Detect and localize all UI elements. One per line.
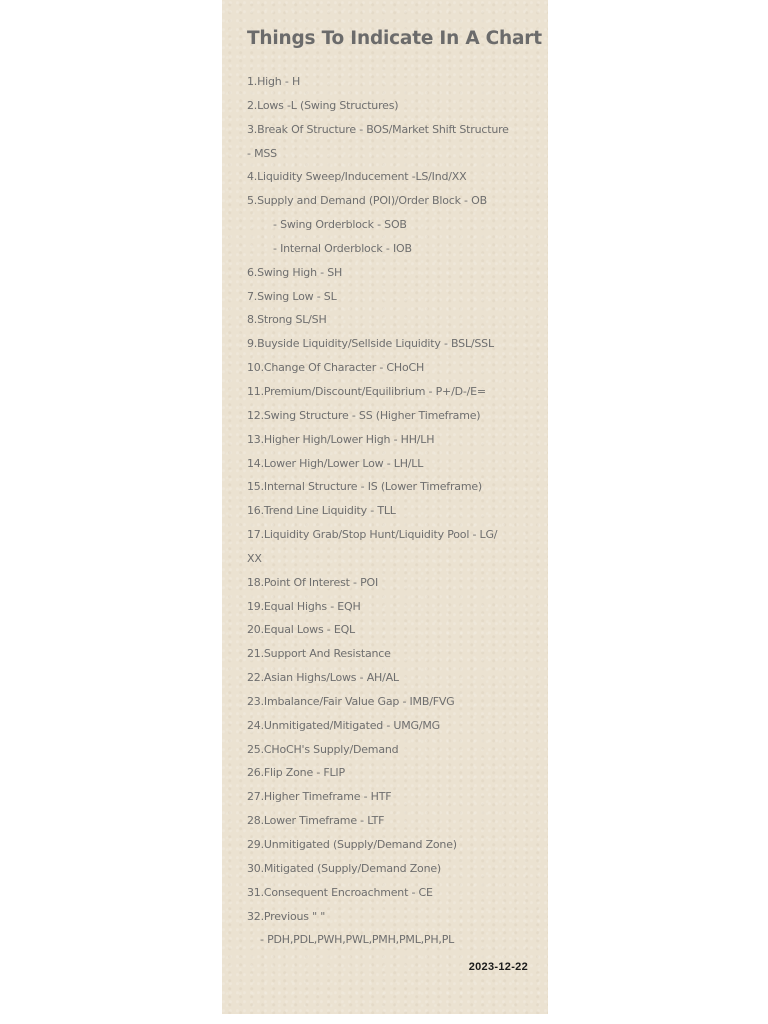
list-subitem: - Swing Orderblock - SOB (273, 218, 407, 232)
list-item: 32.Previous " " (247, 909, 326, 923)
list-item: 27.Higher Timeframe - HTF (247, 790, 392, 804)
list-item: 28.Lower Timeframe - LTF (247, 814, 385, 828)
list-subitem: - Internal Orderblock - IOB (273, 241, 412, 255)
list-item: 4.Liquidity Sweep/Inducement -LS/Ind/XX (247, 170, 467, 184)
list-item: 20.Equal Lows - EQL (247, 623, 355, 637)
list-item: 13.Higher High/Lower High - HH/LH (247, 432, 435, 446)
list-item: 29.Unmitigated (Supply/Demand Zone) (247, 838, 457, 851)
list-item: 12.Swing Structure - SS (Higher Timeframe) (247, 408, 481, 422)
list-item: 25.CHoCH's Supply/Demand (247, 742, 399, 756)
list-item: 1.High - H (247, 75, 301, 88)
list-item: 19.Equal Highs - EQH (247, 599, 361, 613)
list-item: 21.Support And Resistance (247, 647, 391, 661)
list-item: 30.Mitigated (Supply/Demand Zone) (247, 861, 442, 875)
list-item: - MSS (247, 146, 277, 160)
list-item: 14.Lower High/Lower Low - LH/LL (247, 456, 424, 470)
list-item: 24.Unmitigated/Mitigated - UMG/MG (247, 718, 441, 732)
note-date: 2023-12-22 (468, 961, 528, 973)
list-item: 31.Consequent Encroachment - CE (247, 885, 433, 899)
list-item: 10.Change Of Character - CHoCH (247, 361, 425, 375)
list-item: 26.Flip Zone - FLIP (247, 766, 345, 780)
list-subitem: - PDH,PDL,PWH,PWL,PMH,PML,PH,PL (260, 933, 455, 947)
list-item: 22.Asian Highs/Lows - AH/AL (247, 671, 399, 685)
list-item: 3.Break Of Structure - BOS/Market Shift Structure (247, 122, 509, 136)
list-item: 5.Supply and Demand (POI)/Order Block - OB (247, 194, 487, 208)
list-item: 17.Liquidity Grab/Stop Hunt/Liquidity Pool - LG/ (247, 528, 498, 542)
list-item: 16.Trend Line Liquidity - TLL (247, 504, 396, 518)
list-item: 15.Internal Structure - IS (Lower Timeframe) (247, 480, 483, 494)
list-item: 11.Premium/Discount/Equilibrium - P+/D-/E= (247, 384, 486, 398)
note-page (222, 0, 548, 1014)
list-item: XX (247, 551, 262, 565)
list-item: 9.Buyside Liquidity/Sellside Liquidity - BSL/SSL (247, 337, 494, 351)
list-item: 8.Strong SL/SH (247, 313, 327, 327)
list-item: 2.Lows -L (Swing Structures) (247, 98, 399, 112)
list-item: 23.Imbalance/Fair Value Gap - IMB/FVG (247, 694, 455, 708)
list-item: 18.Point Of Interest - POI (247, 575, 379, 589)
page-title: Things To Indicate In A Chart (247, 28, 542, 49)
list-item: 6.Swing High - SH (247, 265, 343, 279)
list-item: 7.Swing Low - SL (247, 289, 337, 303)
note-list (247, 70, 529, 952)
